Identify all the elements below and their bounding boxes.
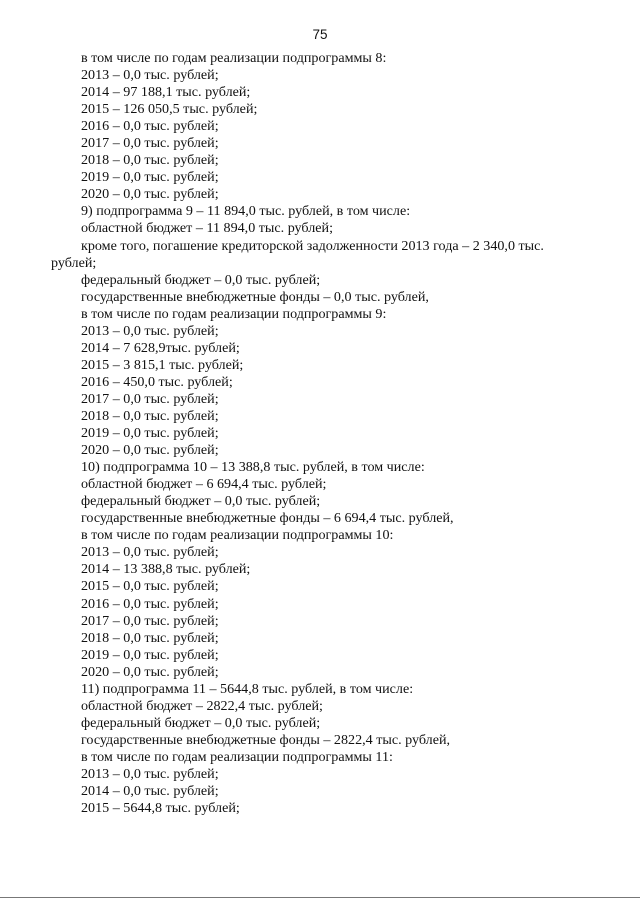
text-line: 11) подпрограмма 11 – 5644,8 тыс. рублей, в том числе: — [81, 680, 414, 697]
text-line: федеральный бюджет – 0,0 тыс. рублей; — [81, 271, 321, 288]
text-line: федеральный бюджет – 0,0 тыс. рублей; — [81, 714, 321, 731]
document-body — [51, 50, 591, 817]
text-line: в том числе по годам реализации подпрограммы 8: — [81, 50, 387, 66]
text-line: 2015 – 126 050,5 тыс. рублей; — [81, 101, 258, 118]
bottom-divider — [0, 897, 640, 898]
text-line: государственные внебюджетные фонды – 0,0 тыс. рублей, — [81, 288, 429, 305]
text-line: областной бюджет – 2822,4 тыс. рублей; — [81, 697, 323, 714]
text-line: 2014 – 7 628,9тыс. рублей; — [81, 339, 240, 356]
text-line: 2020 – 0,0 тыс. рублей; — [81, 663, 219, 680]
text-line: областной бюджет – 11 894,0 тыс. рублей; — [81, 220, 333, 237]
text-line: 2013 – 0,0 тыс. рублей; — [81, 765, 219, 782]
text-line: федеральный бюджет – 0,0 тыс. рублей; — [81, 493, 321, 510]
text-line: 2019 – 0,0 тыс. рублей; — [81, 646, 219, 663]
text-line: 2020 – 0,0 тыс. рублей; — [81, 442, 219, 459]
text-line: 2013 – 0,0 тыс. рублей; — [81, 67, 219, 84]
text-line: 2015 – 5644,8 тыс. рублей; — [81, 800, 240, 817]
text-line: 2014 – 0,0 тыс. рублей; — [81, 783, 219, 800]
text-line: 2016 – 0,0 тыс. рублей; — [81, 118, 219, 135]
text-line: 2016 – 450,0 тыс. рублей; — [81, 373, 233, 390]
text-line: 2014 – 97 188,1 тыс. рублей; — [81, 84, 251, 101]
text-line: кроме того, погашение кредиторской задолженности 2013 года – 2 340,0 тыс. — [81, 237, 544, 254]
text-line: 9) подпрограмма 9 – 11 894,0 тыс. рублей, в том числе: — [81, 203, 411, 220]
text-line: областной бюджет – 6 694,4 тыс. рублей; — [81, 476, 327, 493]
text-line: в том числе по годам реализации подпрограммы 9: — [81, 305, 387, 322]
text-line: 2014 – 13 388,8 тыс. рублей; — [81, 561, 251, 578]
text-line: 2017 – 0,0 тыс. рублей; — [81, 612, 219, 629]
text-line: 2017 – 0,0 тыс. рублей; — [81, 135, 219, 152]
text-line: 2013 – 0,0 тыс. рублей; — [81, 544, 219, 561]
text-line: 2019 – 0,0 тыс. рублей; — [81, 169, 219, 186]
text-line: 2016 – 0,0 тыс. рублей; — [81, 595, 219, 612]
text-line: 2019 – 0,0 тыс. рублей; — [81, 425, 219, 442]
text-line: государственные внебюджетные фонды – 6 694,4 тыс. рублей, — [81, 510, 454, 527]
text-line: рублей; — [51, 254, 97, 271]
text-line: 10) подпрограмма 10 – 13 388,8 тыс. рублей, в том числе: — [81, 459, 425, 476]
text-line: 2015 – 3 815,1 тыс. рублей; — [81, 356, 244, 373]
text-line: в том числе по годам реализации подпрограммы 10: — [81, 527, 394, 544]
text-line: в том числе по годам реализации подпрограммы 11: — [81, 748, 393, 765]
text-line: 2013 – 0,0 тыс. рублей; — [81, 322, 219, 339]
text-line: государственные внебюджетные фонды – 2822,4 тыс. рублей, — [81, 731, 451, 748]
text-line: 2020 – 0,0 тыс. рублей; — [81, 186, 219, 203]
text-line: 2018 – 0,0 тыс. рублей; — [81, 152, 219, 169]
text-line: 2018 – 0,0 тыс. рублей; — [81, 629, 219, 646]
text-line: 2015 – 0,0 тыс. рублей; — [81, 578, 219, 595]
text-line: 2018 – 0,0 тыс. рублей; — [81, 407, 219, 424]
page-number: 75 — [312, 27, 328, 42]
text-line: 2017 – 0,0 тыс. рублей; — [81, 390, 219, 407]
